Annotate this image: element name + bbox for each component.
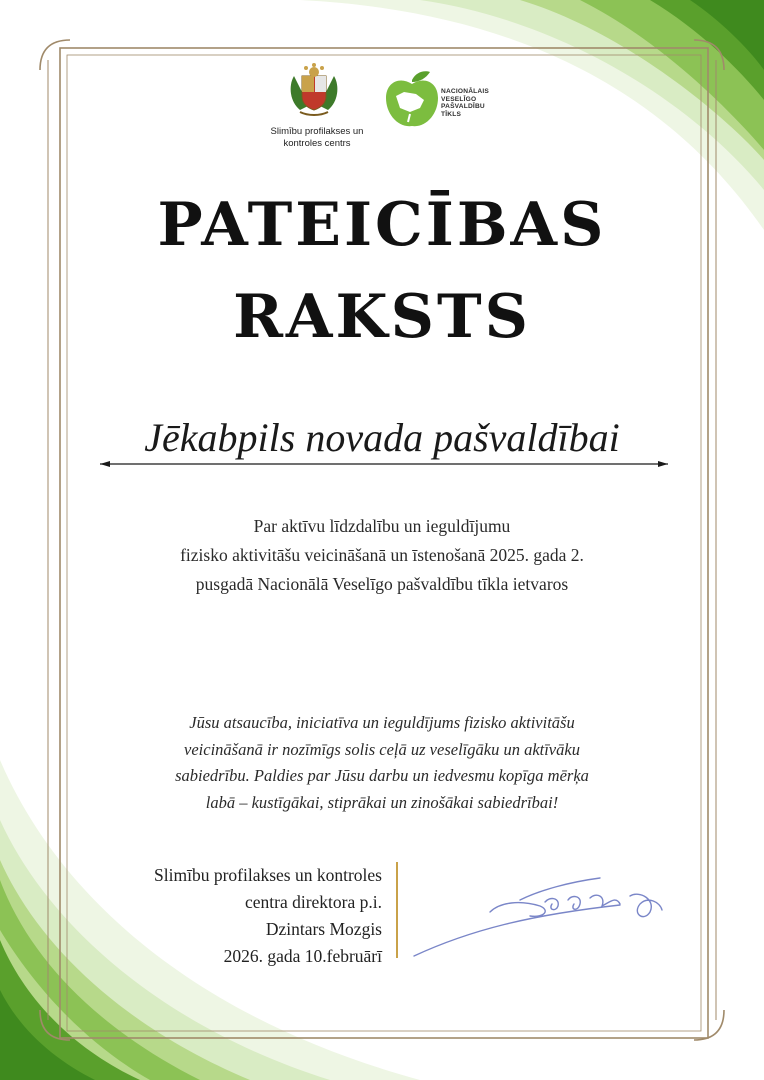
handwritten-signature [414,878,662,956]
spkc-caption-line: Slimību profilakses un [270,126,364,137]
signatory-name: Dzintars Mozgis [265,919,382,939]
certificate-title-line2: RAKSTS [233,282,531,352]
certificate-description [100,512,664,599]
nvpt-text-line: NACIONĀLAIS [441,88,489,95]
nvpt-logo-text [441,88,531,118]
certificate-title-line1: PATEICĪBAS [157,190,607,260]
coat-of-arms-icon [291,63,338,115]
signatory-line: centra direktora p.i. [244,892,382,912]
description-line: pusgadā Nacionālā Veselīgo pašvaldību tīkla ietvaros [195,574,569,594]
signatory-block [80,862,382,970]
appreciation-quote [150,710,614,816]
spkc-logo-caption [232,126,402,150]
nvpt-text-line: TĪKLS [441,110,462,118]
nvpt-text-line: VESELĪGO [441,95,477,103]
quote-line: sabiedrību. Paldies par Jūsu darbu un iedvesmu kopīga mērķa [175,766,589,785]
signatory-line: Slimību profilakses un kontroles [154,865,382,885]
description-line: fizisko aktivitāšu veicināšanā un īstenošanā 2025. gada 2. [180,545,584,565]
spkc-caption-line: kontroles centrs [283,138,351,149]
quote-line: veicināšanā ir nozīmīgs solis ceļā uz veselīgāku un aktīvāku [184,739,580,759]
apple-logo-icon [386,71,438,126]
description-line: Par aktīvu līdzdalību un ieguldījumu [253,516,511,536]
quote-line: labā – kustīgākai, stiprākai un zinošākai sabiedrībai! [205,792,559,812]
recipient-name: Jēkabpils novada pašvaldībai [144,415,620,460]
recipient-underline [100,461,668,467]
nvpt-text-line: PAŠVALDĪBU [441,103,485,111]
quote-line: Jūsu atsaucība, iniciatīva un ieguldījums fizisko aktivitāšu [189,713,575,732]
signature-date: 2026. gada 10.februārī [223,946,382,966]
signature-divider [396,862,398,958]
